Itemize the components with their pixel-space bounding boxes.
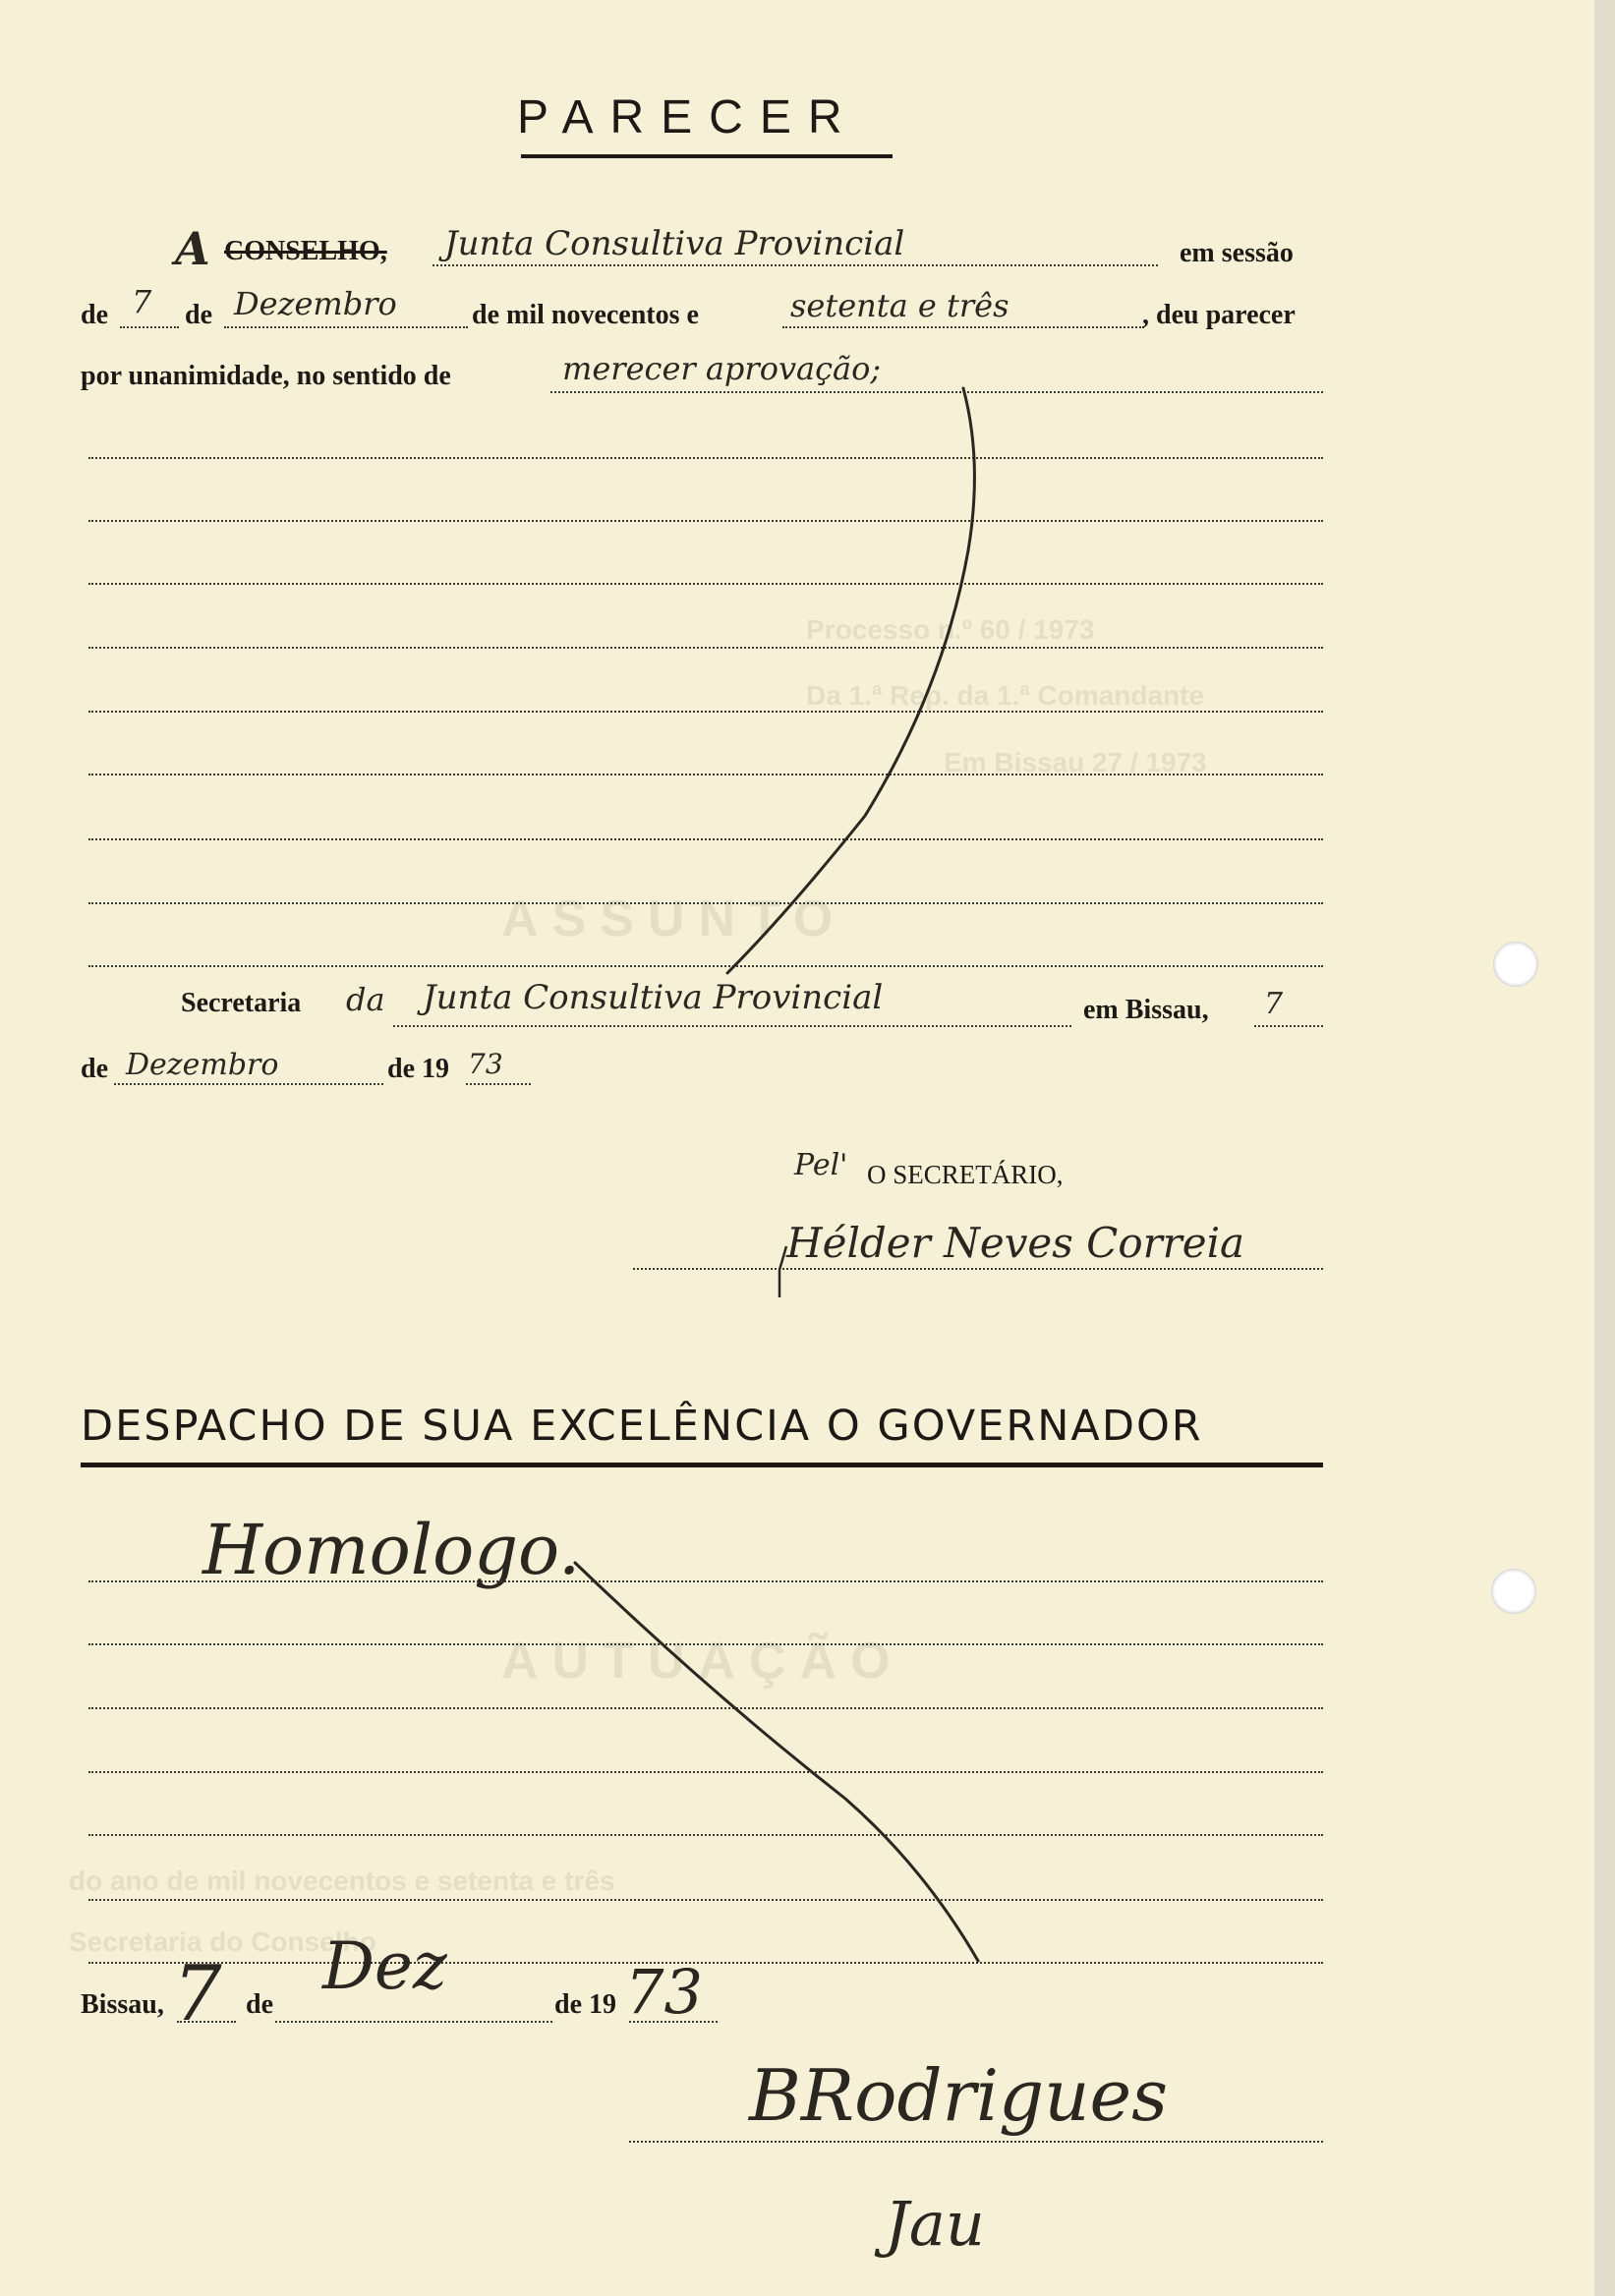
- handwritten-da: da: [346, 981, 385, 1018]
- de-label: de: [81, 1054, 108, 1084]
- handwritten-year: 73: [625, 1956, 703, 2028]
- handwritten-council: Junta Consultiva Provincial: [444, 224, 905, 263]
- bissau-label: Bissau,: [81, 1989, 164, 2020]
- show-through-text: Secretaria do Conselho: [69, 1926, 376, 1957]
- de-19-label: de 19: [387, 1054, 449, 1084]
- handwritten-council: Junta Consultiva Provincial: [423, 978, 884, 1017]
- show-through-text: Processo n.º 60 / 1973: [806, 614, 1095, 645]
- handwritten-day: 7: [1264, 987, 1284, 1021]
- por-unanimidade-label: por unanimidade, no sentido de: [81, 361, 451, 391]
- handwritten-month: Dezembro: [126, 1048, 279, 1082]
- cancel-stroke: [727, 388, 974, 973]
- handwritten-homologo: Homologo.: [202, 1510, 581, 1590]
- punch-hole: [1493, 942, 1538, 987]
- cancel-stroke: [575, 1563, 978, 1961]
- handwritten-sentido: merecer aprovação;: [562, 350, 882, 387]
- em-sessao-label: em sessão: [1180, 238, 1294, 268]
- de-label: de: [185, 300, 212, 330]
- handwritten-day: 7: [132, 283, 152, 320]
- secretaria-label: Secretaria: [181, 988, 302, 1018]
- punch-hole: [1491, 1569, 1536, 1614]
- handwritten-day: 7: [173, 1950, 222, 2038]
- de-label: de: [81, 300, 108, 330]
- page-title: PARECER: [517, 91, 859, 144]
- handwritten-pelo: Pel': [794, 1148, 848, 1182]
- signature-stroke: [779, 1246, 786, 1297]
- show-through-text: Da 1.ª Rep. da 1.ª Comandante: [806, 680, 1205, 711]
- secretario-label: O SECRETÁRIO,: [867, 1160, 1064, 1189]
- governor-signature: BRodrigues: [749, 2054, 1169, 2137]
- secretary-signature: Hélder Neves Correia: [786, 1219, 1245, 1267]
- dispatch-heading: DESPACHO DE SUA EXCELÊNCIA O GOVERNADOR: [81, 1402, 1203, 1451]
- handwritten-article: A: [175, 222, 210, 275]
- page-edge: [1594, 0, 1615, 2296]
- show-through-text: AUTUAÇÃO: [501, 1633, 904, 1690]
- de-19-label: de 19: [554, 1989, 616, 2020]
- de-label: de: [246, 1989, 273, 2020]
- handwritten-month: Dezembro: [234, 285, 397, 322]
- em-bissau-label: em Bissau,: [1083, 995, 1209, 1025]
- show-through-text: do ano de mil novecentos e setenta e três: [69, 1866, 615, 1896]
- show-through-text: Em Bissau 27 / 1973: [944, 747, 1207, 777]
- handwritten-year-words: setenta e três: [790, 287, 1009, 324]
- handwritten-initials: Jau: [885, 2188, 985, 2260]
- handwritten-year: 73: [468, 1048, 503, 1080]
- deu-parecer-label: , deu parecer: [1142, 300, 1296, 330]
- struck-conselho: CONSELHO,: [224, 236, 387, 266]
- handwritten-month: Dez: [322, 1928, 447, 2004]
- mil-novecentos-label: de mil novecentos e: [472, 300, 699, 330]
- show-through-text: ASSUNTO: [501, 890, 847, 947]
